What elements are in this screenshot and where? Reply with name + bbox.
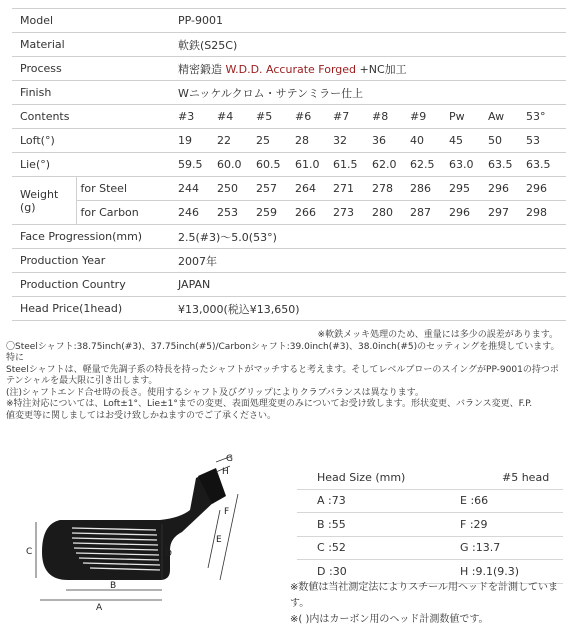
weight-unit: (g) xyxy=(20,200,36,214)
lie-cell: 59.5 xyxy=(176,153,215,177)
dim-key: F xyxy=(460,517,467,531)
dim-value: :13.7 xyxy=(472,541,501,555)
row-loft xyxy=(12,129,566,153)
row-lie xyxy=(12,153,566,177)
dim-key: A xyxy=(317,494,325,508)
dim-label-f: F xyxy=(224,507,230,517)
head-size-row xyxy=(297,536,563,560)
head-size-title: Head Size (mm) xyxy=(297,466,430,489)
carbon-cell: 297 xyxy=(486,201,524,225)
head-size-header xyxy=(297,466,563,489)
year-value: 2007年 xyxy=(176,249,566,273)
head-size-row xyxy=(297,513,563,537)
dim-value: :66 xyxy=(470,494,489,508)
steel-cell: 271 xyxy=(331,177,370,201)
process-value xyxy=(176,57,566,81)
dim-value: :30 xyxy=(328,564,347,578)
head-size-club: #5 head xyxy=(430,466,563,489)
note-length: (注)シャフトエンド合せ時の長さ。使用するシャフト及びグリップによりクラブバランスは異なります。 xyxy=(6,387,424,398)
carbon-cell: 287 xyxy=(408,201,447,225)
dim-key: E xyxy=(460,494,467,508)
contents-cell: Aw xyxy=(486,105,524,129)
process-part-b: W.D.D. Accurate Forged xyxy=(225,62,357,76)
row-weight-steel xyxy=(12,177,566,201)
year-label: Production Year xyxy=(12,249,176,273)
loft-cell: 50 xyxy=(486,129,524,153)
dim-label-h: H xyxy=(222,467,229,477)
head-size-cell xyxy=(297,536,430,560)
face-value: 2.5(#3)〜5.0(53°) xyxy=(176,225,566,249)
dim-label-b: B xyxy=(110,581,117,591)
dim-key: B xyxy=(317,517,325,531)
model-value: PP-9001 xyxy=(176,9,566,33)
steel-cell: 264 xyxy=(293,177,331,201)
country-label: Production Country xyxy=(12,273,176,297)
contents-cell: #7 xyxy=(331,105,370,129)
note-shaft-1: 〇Steelシャフト:38.75inch(#3)、37.75inch(#5)/Carbonシャフト:39.0inch(#3)、38.0inch(#5)のセッティングを推奨しています。特に xyxy=(6,341,560,363)
loft-cell: 32 xyxy=(331,129,370,153)
dim-label-a: A xyxy=(96,603,103,613)
price-value: ¥13,000(税込¥13,650) xyxy=(176,297,566,321)
steel-cell: 244 xyxy=(176,177,215,201)
loft-cell: 25 xyxy=(254,129,293,153)
process-part-c: +NC加工 xyxy=(356,62,407,76)
dim-value: :29 xyxy=(469,517,488,531)
head-size-cell xyxy=(430,536,563,560)
carbon-cell: 253 xyxy=(215,201,254,225)
steel-cell: 250 xyxy=(215,177,254,201)
dim-label-d: D xyxy=(165,549,172,559)
carbon-label: for Carbon xyxy=(76,201,176,225)
loft-cell: 53 xyxy=(524,129,566,153)
carbon-cell: 259 xyxy=(254,201,293,225)
dim-label-c: C xyxy=(26,547,33,557)
lie-cell: 60.0 xyxy=(215,153,254,177)
dim-label-e: E xyxy=(216,535,222,545)
note-custom-1: ※特注対応については、Loft±1°、Lie±1°までの変更、表面処理変更のみについてお受け致します。形状変更、バランス変更、F.P. xyxy=(6,399,533,409)
dim-label-g: G xyxy=(226,454,233,464)
loft-cell: 22 xyxy=(215,129,254,153)
finish-value: Wニッケルクロム・サテンミラー仕上 xyxy=(176,81,566,105)
contents-cell: #8 xyxy=(370,105,408,129)
note-shaft-2: Steelシャフトは、軽量で先調子系の特長を持ったシャフトがマッチすると考えます。そしてレベルブローのスイングがPP-9001の持つポ xyxy=(6,364,559,375)
notes-block xyxy=(6,330,566,422)
lie-cell: 63.0 xyxy=(447,153,486,177)
note-shaft-3: テンシャルを最大限に引き出します。 xyxy=(6,376,158,386)
head-size-table xyxy=(297,466,563,584)
material-label: Material xyxy=(12,33,176,57)
dim-key: H xyxy=(460,564,469,578)
row-weight-carbon xyxy=(12,201,566,225)
head-size-cell xyxy=(430,513,563,537)
loft-cell: 28 xyxy=(293,129,331,153)
dim-value: :55 xyxy=(328,517,346,531)
loft-cell: 19 xyxy=(176,129,215,153)
lie-cell: 63.5 xyxy=(524,153,566,177)
row-material xyxy=(12,33,566,57)
contents-cell: #9 xyxy=(408,105,447,129)
carbon-cell: 273 xyxy=(331,201,370,225)
head-size-cell xyxy=(297,513,430,537)
loft-cell: 36 xyxy=(370,129,408,153)
loft-cell: 40 xyxy=(408,129,447,153)
contents-cell: 53° xyxy=(524,105,566,129)
head-size-cell xyxy=(430,489,563,513)
dim-key: D xyxy=(317,564,326,578)
contents-cell: #6 xyxy=(293,105,331,129)
club-head-diagram xyxy=(20,452,280,614)
head-size-notes xyxy=(290,580,570,628)
carbon-cell: 246 xyxy=(176,201,215,225)
spec-table xyxy=(12,8,566,321)
carbon-cell: 266 xyxy=(293,201,331,225)
material-value: 軟鉄(S25C) xyxy=(176,33,566,57)
process-part-a: 精密鍛造 xyxy=(178,62,226,76)
country-value: JAPAN xyxy=(176,273,566,297)
lie-cell: 62.5 xyxy=(408,153,447,177)
row-model xyxy=(12,9,566,33)
row-finish xyxy=(12,81,566,105)
lie-cell: 60.5 xyxy=(254,153,293,177)
lie-cell: 62.0 xyxy=(370,153,408,177)
head-size-cell xyxy=(297,489,430,513)
lie-cell: 61.0 xyxy=(293,153,331,177)
contents-cell: #3 xyxy=(176,105,215,129)
loft-label: Loft(°) xyxy=(12,129,176,153)
carbon-cell: 280 xyxy=(370,201,408,225)
row-head-price xyxy=(12,297,566,321)
head-size-note-1: ※数値は当社測定法によりスチール用ヘッドを計測しています。 xyxy=(290,582,558,609)
row-production-year xyxy=(12,249,566,273)
weight-label-text: Weight xyxy=(20,187,59,201)
carbon-cell: 296 xyxy=(447,201,486,225)
row-face-progression xyxy=(12,225,566,249)
contents-cell: Pw xyxy=(447,105,486,129)
loft-cell: 45 xyxy=(447,129,486,153)
steel-cell: 296 xyxy=(524,177,566,201)
weight-label xyxy=(12,177,76,225)
process-label: Process xyxy=(12,57,176,81)
row-process xyxy=(12,57,566,81)
dim-value: :9.1(9.3) xyxy=(471,564,520,578)
lie-label: Lie(°) xyxy=(12,153,176,177)
row-contents xyxy=(12,105,566,129)
note-plating: ※軟鉄メッキ処理のため、重量には多少の誤差があります。 xyxy=(317,330,558,340)
head-size-row xyxy=(297,489,563,513)
face-label: Face Progression(mm) xyxy=(12,225,176,249)
finish-label: Finish xyxy=(12,81,176,105)
dim-value: :73 xyxy=(328,494,346,508)
lie-cell: 61.5 xyxy=(331,153,370,177)
lie-cell: 63.5 xyxy=(486,153,524,177)
steel-cell: 257 xyxy=(254,177,293,201)
dim-key: G xyxy=(460,541,469,555)
model-label: Model xyxy=(12,9,176,33)
carbon-cell: 298 xyxy=(524,201,566,225)
note-custom-2: 値変更等に関しましてはお受け致しかねますのでご了承ください。 xyxy=(6,410,277,421)
steel-cell: 286 xyxy=(408,177,447,201)
price-label: Head Price(1head) xyxy=(12,297,176,321)
steel-cell: 295 xyxy=(447,177,486,201)
contents-label: Contents xyxy=(12,105,176,129)
head-size-note-2: ※( )内はカーボン用のヘッド計測数値です。 xyxy=(290,614,489,625)
dim-key: C xyxy=(317,541,325,555)
steel-cell: 296 xyxy=(486,177,524,201)
dim-value: :52 xyxy=(328,541,346,555)
steel-label: for Steel xyxy=(76,177,176,201)
steel-cell: 278 xyxy=(370,177,408,201)
contents-cell: #4 xyxy=(215,105,254,129)
contents-cell: #5 xyxy=(254,105,293,129)
row-production-country xyxy=(12,273,566,297)
